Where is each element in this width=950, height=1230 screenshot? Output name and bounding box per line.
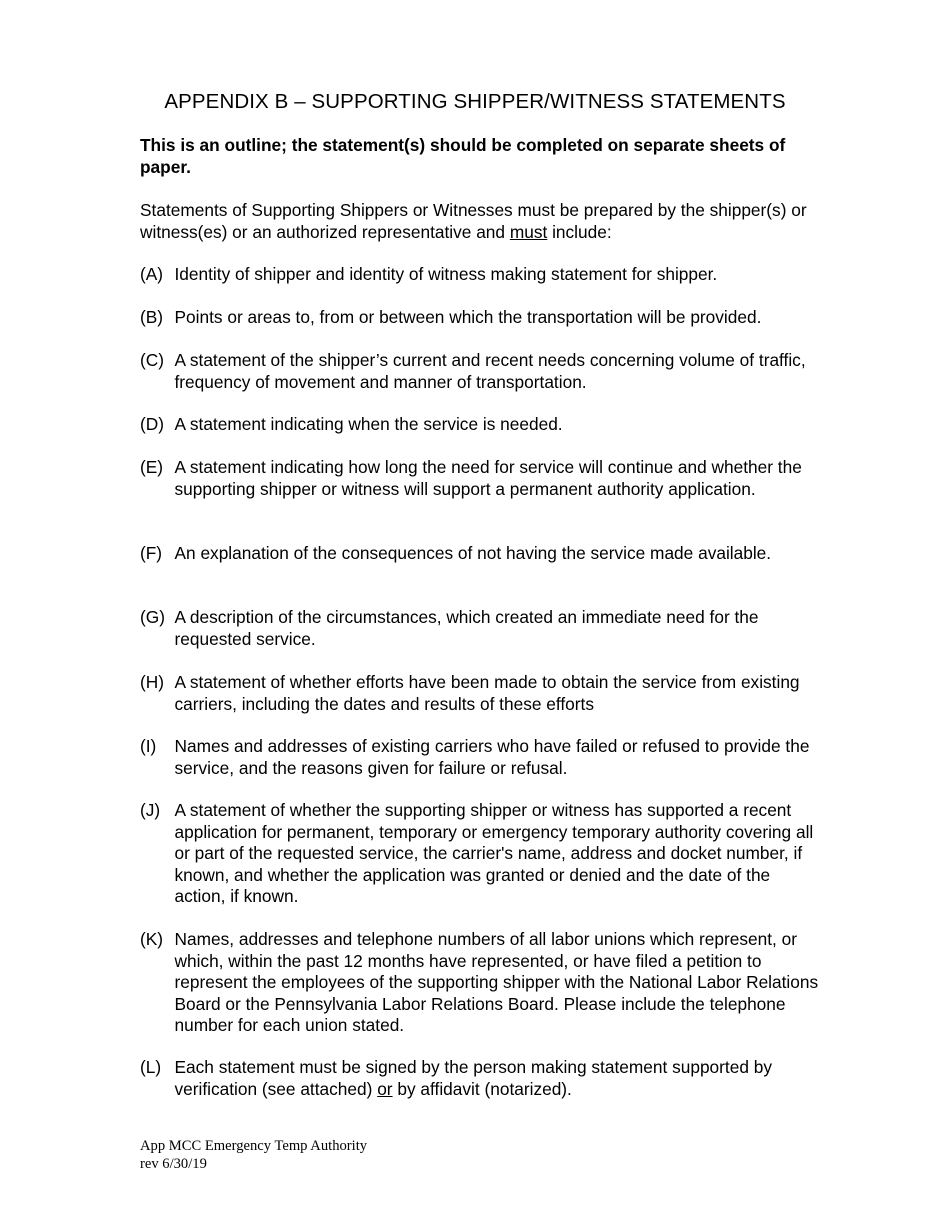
item-text: A description of the circumstances, which created an immediate need for the requested service. xyxy=(174,607,759,649)
page-footer xyxy=(140,1137,367,1173)
item-text: A statement of the shipper’s current and recent needs concerning volume of traffic, frequency of movement and manner of transportation. xyxy=(174,350,806,392)
item-label: (B) xyxy=(140,307,164,327)
item-label: (D) xyxy=(140,414,164,434)
page-title: APPENDIX B – SUPPORTING SHIPPER/WITNESS STATEMENTS xyxy=(164,90,786,113)
item-label: (F) xyxy=(140,543,163,563)
item-text: A statement of whether efforts have been made to obtain the service from existing carriers, including the dates and results of these efforts xyxy=(174,672,800,714)
item-label: (G) xyxy=(140,607,165,627)
list-item-h xyxy=(140,672,820,715)
intro-text-end: include: xyxy=(547,221,612,242)
item-text-emphasis: or xyxy=(377,1078,393,1099)
list-item-k xyxy=(140,929,820,1037)
intro-paragraph xyxy=(140,200,810,243)
list-item-c xyxy=(140,350,820,393)
item-text: Points or areas to, from or between which the transportation will be provided. xyxy=(174,307,762,327)
item-label: (A) xyxy=(140,264,164,284)
list-item-a xyxy=(140,264,820,286)
item-label: (H) xyxy=(140,672,164,692)
item-label: (E) xyxy=(140,457,164,477)
list-item-i xyxy=(140,736,820,779)
item-text: Identity of shipper and identity of witness making statement for shipper. xyxy=(174,264,718,284)
item-text-end: by affidavit (notarized). xyxy=(392,1078,572,1099)
item-label: (C) xyxy=(140,350,164,370)
list-item-j xyxy=(140,800,820,908)
list-item-l xyxy=(140,1057,820,1100)
list-item-b xyxy=(140,307,820,329)
item-text: Names and addresses of existing carriers who have failed or refused to provide the service, and the reasons given for failure or refusal. xyxy=(174,736,810,778)
item-label: (J) xyxy=(140,800,161,820)
item-label: (I) xyxy=(140,736,157,756)
item-text: An explanation of the consequences of not having the service made available. xyxy=(174,543,772,563)
item-text: Names, addresses and telephone numbers of all labor unions which represent, or which, within the past 12 months have represented, or have filed a petition to represent the employees of the supporting shipper with the National Labor Relations Board or the Pennsylvania Labor Relations Board. Please include the telephone number for each union stated. xyxy=(174,929,819,1035)
item-label: (K) xyxy=(140,929,164,949)
outline-note: This is an outline; the statement(s) should be completed on separate sheets of paper. xyxy=(140,135,786,177)
item-label: (L) xyxy=(140,1057,162,1077)
intro-text: Statements of Supporting Shippers or Witnesses must be prepared by the shipper(s) or witness(es) or an authorized representative and xyxy=(140,200,807,242)
item-text: A statement indicating when the service is needed. xyxy=(174,414,563,434)
list-item-d xyxy=(140,414,820,436)
footer-form-name: App MCC Emergency Temp Authority xyxy=(140,1138,368,1154)
item-text xyxy=(175,1057,821,1100)
item-text: A statement indicating how long the need for service will continue and whether the supporting shipper or witness will support a permanent authority application. xyxy=(174,457,802,499)
intro-emphasis: must xyxy=(509,221,548,242)
footer-revision: rev 6/30/19 xyxy=(140,1156,207,1172)
list-item-g xyxy=(140,607,820,650)
item-text-start: Each statement must be signed by the person making statement supported by verification (see attached) xyxy=(174,1057,773,1099)
list-item-e xyxy=(140,457,820,500)
list-item-f xyxy=(140,543,820,565)
item-text: A statement of whether the supporting shipper or witness has supported a recent application for permanent, temporary or emergency temporary authority covering all or part of the requested service, the carrier's name, address and docket number, if known, and whether the application was granted or denied and the date of the action, if known. xyxy=(174,800,814,906)
